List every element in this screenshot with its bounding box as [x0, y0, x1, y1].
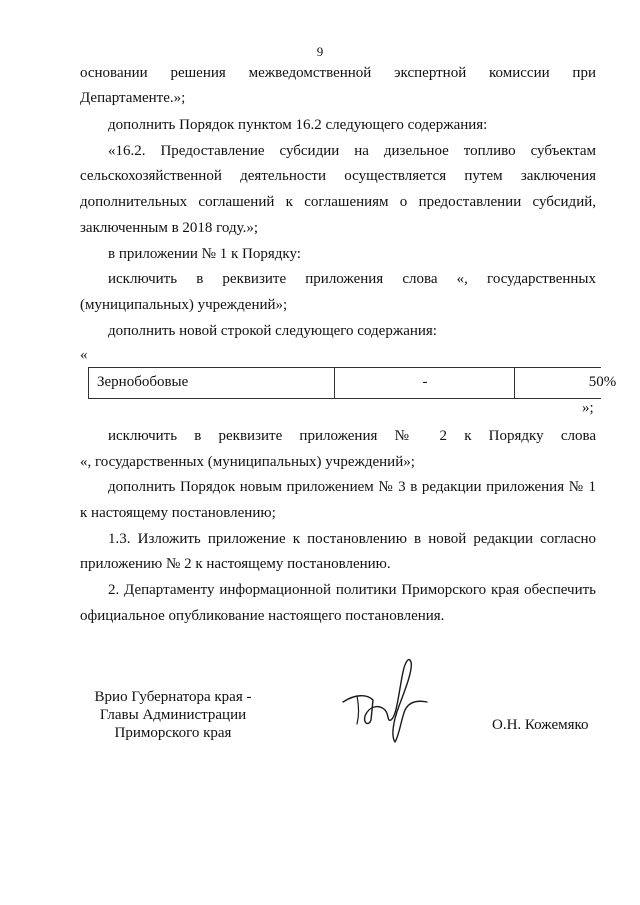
text-line: заключенным в 2018 году.»;: [80, 220, 259, 236]
signatory-title: [78, 688, 268, 742]
text-line: (муниципальных) учреждений»;: [80, 297, 288, 313]
table-cell-percent: 50%: [588, 374, 617, 390]
signatory-title-line: Приморского края: [114, 725, 232, 741]
table-cell-dash: -: [422, 374, 428, 390]
text-line: исключить в реквизите приложения № 2 к Порядку слова: [108, 428, 596, 444]
table-cell-crop: Зернобобовые: [97, 374, 189, 390]
text-line: приложению № 2 к настоящему постановлению.: [80, 556, 391, 572]
handwritten-signature: [335, 650, 445, 745]
quote-open: «: [80, 347, 88, 363]
page-number: 9: [316, 44, 324, 59]
text-line: основании решения межведомственной экспертной комиссии при: [80, 65, 596, 81]
text-line: дополнить новой строкой следующего содержания:: [108, 323, 437, 339]
text-line: Департаменте.»;: [80, 90, 186, 106]
text-line: дополнить Порядок новым приложением № 3 в редакции приложения № 1: [108, 479, 596, 495]
text-line: исключить в реквизите приложения слова «, государственных: [108, 271, 596, 287]
quote-close: »;: [582, 400, 594, 416]
signatory-title-line: Главы Администрации: [99, 707, 247, 723]
inserted-table-row: [88, 367, 617, 399]
signatory-name: О.Н. Кожемяко: [492, 717, 589, 733]
text-line: дополнительных соглашений к соглашениям о предоставлении субсидий,: [80, 194, 596, 210]
text-line: к настоящему постановлению;: [80, 505, 276, 521]
text-line: в приложении № 1 к Порядку:: [108, 246, 301, 262]
text-line: 1.3. Изложить приложение к постановлению в новой редакции согласно: [108, 531, 596, 547]
text-line: «16.2. Предоставление субсидии на дизельное топливо субъектам: [108, 143, 596, 159]
text-line: «, государственных (муниципальных) учреждений»;: [80, 454, 415, 470]
text-line: 2. Департаменту информационной политики Приморского края обеспечить: [108, 582, 596, 598]
signatory-title-line: Врио Губернатора края -: [94, 689, 252, 705]
text-line: дополнить Порядок пунктом 16.2 следующего содержания:: [108, 117, 488, 133]
text-line: официальное опубликование настоящего постановления.: [80, 608, 445, 624]
text-line: сельскохозяйственной деятельности осуществляется путем заключения: [80, 168, 596, 184]
